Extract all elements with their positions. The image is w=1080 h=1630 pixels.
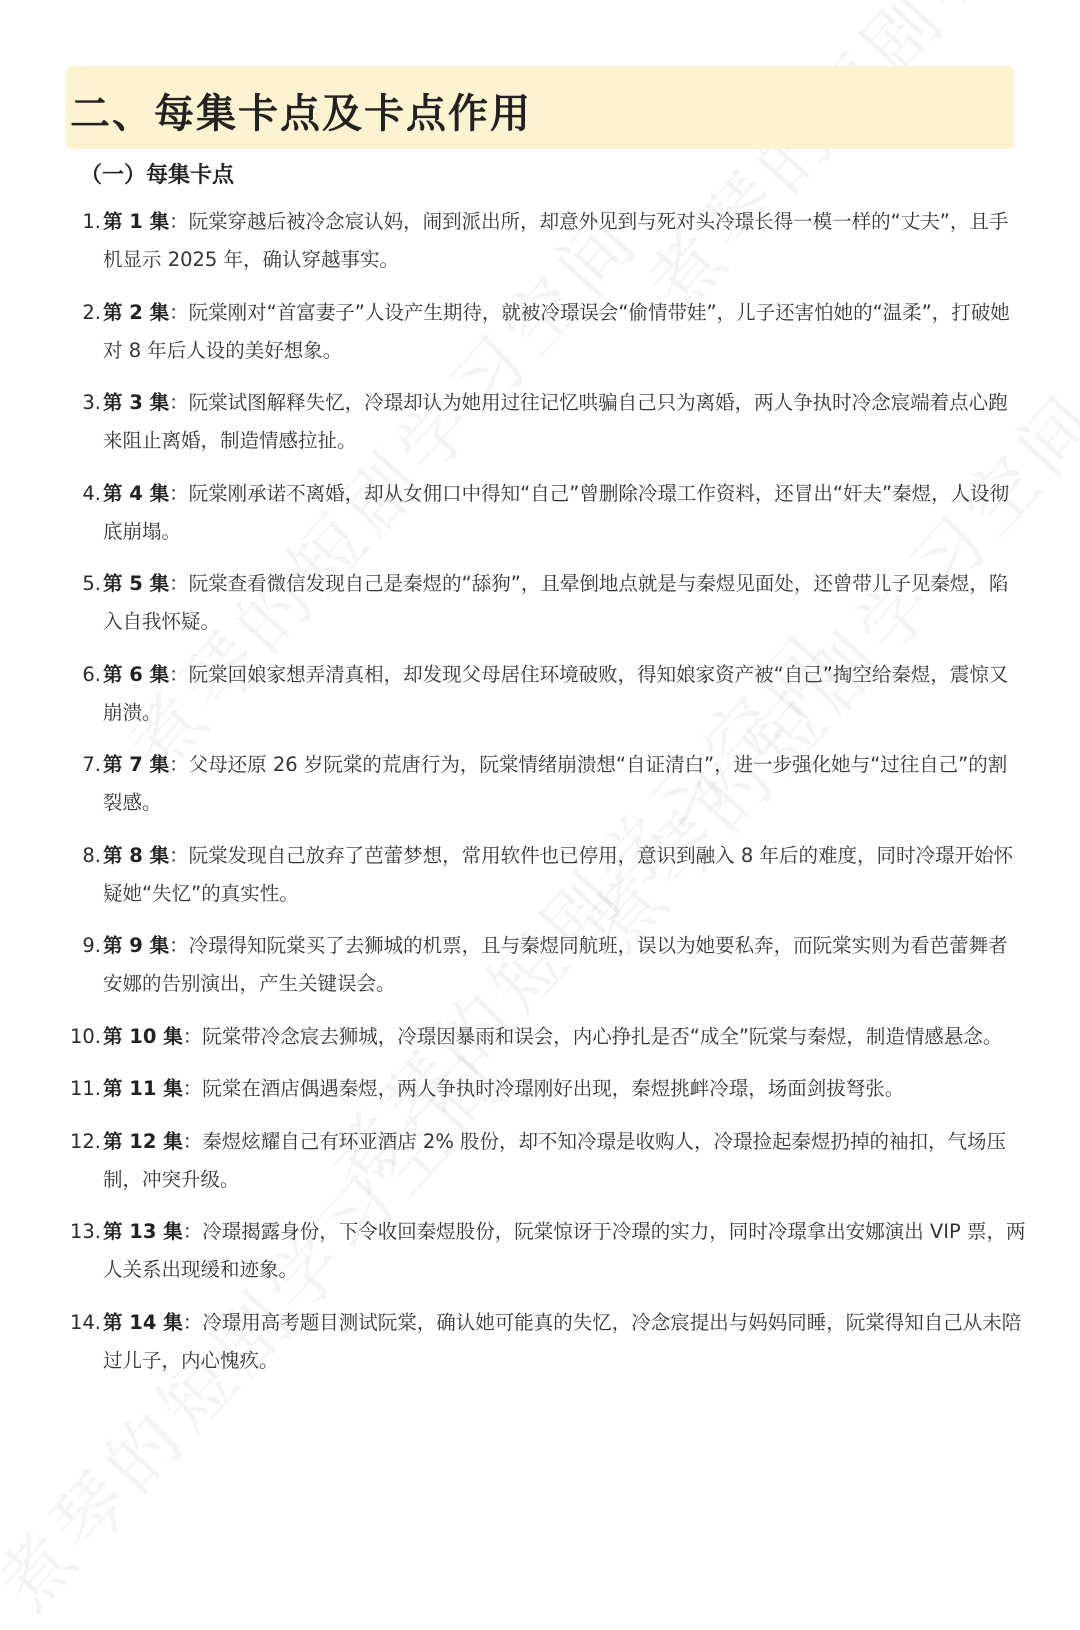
episode-text: ：阮棠回娘家想弄清真相，却发现父母居住环境破败，得知娘家资产被“自己”掏空给秦煜，震惊又崩溃。: [103, 662, 1009, 724]
list-item: [66, 1070, 1026, 1108]
list-number: 5.: [82, 572, 101, 595]
list-number: 4.: [82, 481, 101, 505]
episode-text: ：父母还原 26 岁阮棠的荒唐行为，阮棠情绪崩溃想“自证清白”，进一步强化她与“过往自己”的割裂感。: [103, 753, 1008, 814]
episode-text: ：阮棠刚承诺不离婚，却从女佣口中得知“自己”曾删除冷璟工作资料，还冒出“奸夫”秦煜，人设彻底崩塌。: [103, 481, 1010, 543]
list-item: [66, 1213, 1026, 1289]
episode-label: 第 8 集: [103, 843, 170, 867]
list-number: 2.: [82, 300, 101, 324]
episode-text: ：阮棠试图解释失忆，冷璟却认为她用过往记忆哄骗自己只为离婚，两人争执时冷念宸端着点心跑来阻止离婚，制造情感拉扯。: [103, 391, 1008, 452]
episode-text: ：阮棠带冷念宸去狮城，冷璟因暴雨和误会，内心挣扎是否“成全”阮棠与秦煜，制造情感悬念。: [182, 1024, 1003, 1048]
list-item: [66, 203, 1026, 279]
list-number: 3.: [82, 391, 101, 414]
episode-text: ：冷璟得知阮棠买了去狮城的机票，且与秦煜同航班，误以为她要私奔，而阮棠实则为看芭蕾舞者安娜的告别演出，产生关键误会。: [103, 934, 1008, 995]
episode-label: 第 10 集: [103, 1024, 183, 1048]
episode-text: ：冷璟揭露身份，下令收回秦煜股份，阮棠惊讶于冷璟的实力，同时冷璟拿出安娜演出 VIP 票，两人关系出现缓和迹象。: [103, 1220, 1026, 1281]
episode-label: 第 7 集: [103, 753, 170, 776]
list-item: [66, 1304, 1026, 1380]
list-item: [66, 565, 1026, 641]
list-item: [66, 384, 1026, 460]
episode-text: ：阮棠穿越后被冷念宸认妈，闹到派出所，却意外见到与死对头冷璟长得一模一样的“丈夫”，且手机显示 2025 年，确认穿越事实。: [103, 210, 1009, 271]
episode-label: 第 6 集: [103, 662, 170, 686]
list-item: [66, 746, 1026, 822]
page-title: 二、每集卡点及卡点作用: [70, 91, 532, 137]
episode-label: 第 9 集: [103, 934, 170, 957]
list-item: [66, 475, 1026, 551]
episode-label: 第 4 集: [103, 481, 170, 505]
episode-label: 第 11 集: [103, 1077, 183, 1100]
list-number: 11.: [69, 1077, 101, 1100]
list-number: 8.: [82, 843, 101, 867]
episode-text: ：冷璟用高考题目测试阮棠，确认她可能真的失忆，冷念宸提出与妈妈同睡，阮棠得知自己从未陪过儿子，内心愧疚。: [103, 1310, 1022, 1372]
episode-text: ：阮棠发现自己放弃了芭蕾梦想，常用软件也已停用，意识到融入 8 年后的难度，同时冷璟开始怀疑她“失忆”的真实性。: [103, 843, 1013, 905]
list-number: 6.: [82, 662, 101, 686]
list-item: [66, 294, 1026, 370]
episode-text: ：阮棠在酒店偶遇秦煜，两人争执时冷璟刚好出现，秦煜挑衅冷璟，场面剑拔弩张。: [182, 1077, 905, 1100]
episode-list: [66, 203, 1026, 1394]
episode-label: 第 12 集: [103, 1129, 183, 1153]
section-title: （一）每集卡点: [80, 163, 235, 188]
list-item: [66, 837, 1026, 913]
title-banner: [66, 66, 1014, 149]
list-number: 7.: [82, 753, 101, 776]
list-number: 12.: [69, 1129, 101, 1153]
episode-label: 第 13 集: [103, 1220, 183, 1243]
list-number: 13.: [69, 1220, 101, 1243]
list-number: 14.: [69, 1310, 101, 1334]
episode-text: ：秦煜炫耀自己有环亚酒店 2% 股份，却不知冷璟是收购人，冷璟捡起秦煜扔掉的袖扣，气场压制，冲突升级。: [103, 1129, 1007, 1191]
episode-label: 第 3 集: [103, 391, 170, 414]
list-item: [66, 1018, 1026, 1056]
list-item: [66, 1123, 1026, 1199]
episode-label: 第 14 集: [103, 1310, 183, 1334]
episode-label: 第 5 集: [103, 572, 170, 595]
list-number: 10.: [69, 1024, 101, 1048]
episode-text: ：阮棠刚对“首富妻子”人设产生期待，就被冷璟误会“偷情带娃”，儿子还害怕她的“温柔”，打破她对 8 年后人设的美好想象。: [103, 300, 1010, 362]
episode-label: 第 1 集: [103, 210, 170, 233]
list-item: [66, 656, 1026, 732]
list-item: [66, 927, 1026, 1003]
list-number: 9.: [82, 934, 101, 957]
episode-label: 第 2 集: [103, 300, 170, 324]
list-number: 1.: [82, 210, 101, 233]
episode-text: ：阮棠查看微信发现自己是秦煜的“舔狗”，且晕倒地点就是与秦煜见面处，还曾带儿子见秦煜，陷入自我怀疑。: [103, 572, 1009, 633]
